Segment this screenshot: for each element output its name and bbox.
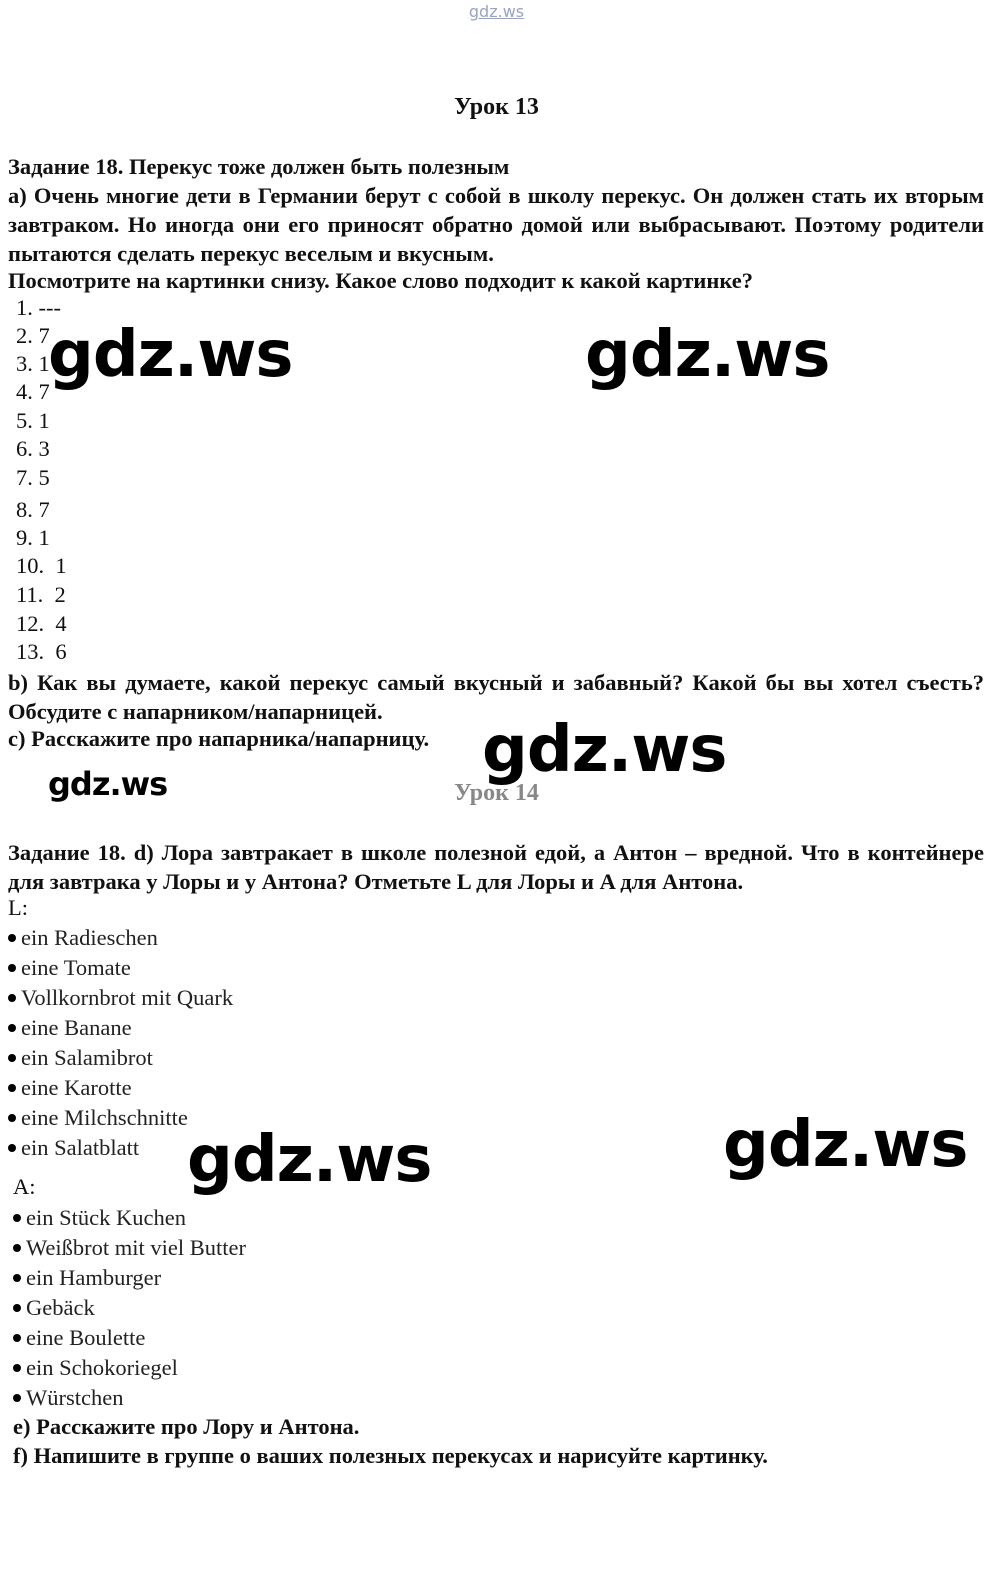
watermark: gdz.ws [48, 318, 293, 392]
answer-row: 1. --- [16, 295, 61, 320]
task-18-a-text: a) Очень многие дети в Германии берут с собой в школу перекус. Он должен стать их вторым завтраком. Но иногда они его приносят обратно домой или выбрасывают. Поэтому родители пытаются сделать перекус веселым и вкусным. [8, 183, 984, 266]
list-item: eine Tomate [8, 953, 131, 983]
task-18-a-question: Посмотрите на картинки снизу. Какое слово подходит к какой картинке? [8, 268, 753, 293]
list-item: eine Boulette [13, 1323, 145, 1353]
answer-row: 6. 3 [16, 436, 50, 461]
list-item: Vollkornbrot mit Quark [8, 983, 233, 1013]
list-item: eine Karotte [8, 1073, 132, 1103]
watermark: gdz.ws [723, 1108, 968, 1182]
answer-row: 13. 6 [16, 639, 67, 664]
watermark: gdz.ws [187, 1123, 432, 1197]
answer-row: 11. 2 [16, 582, 66, 607]
answer-row: 8. 7 [16, 497, 50, 522]
anton-label: A: [13, 1174, 36, 1199]
list-item: ein Radieschen [8, 923, 158, 953]
task-18-title: Задание 18. Перекус тоже должен быть полезным [8, 154, 510, 179]
laura-label: L: [8, 895, 28, 920]
list-item: ein Schokoriegel [13, 1353, 178, 1383]
list-item: ein Salatblatt [8, 1133, 139, 1163]
lesson-13-title: Урок 13 [454, 94, 539, 120]
list-item: eine Milchschnitte [8, 1103, 188, 1133]
lesson-14-title: Урок 14 [454, 780, 539, 806]
top-watermark: gdz.ws [468, 2, 525, 21]
task-18-f-text: f) Напишите в группе о ваших полезных перекусах и нарисуйте картинку. [13, 1443, 768, 1468]
answer-row: 5. 1 [16, 408, 50, 433]
watermark: gdz.ws [48, 765, 168, 803]
answer-row: 2. 7 [16, 323, 50, 348]
list-item: eine Banane [8, 1013, 132, 1043]
answer-row: 4. 7 [16, 379, 50, 404]
task-18-c-text: c) Расскажите про напарника/напарницу. [8, 726, 430, 751]
watermark: gdz.ws [482, 713, 727, 787]
list-item: Gebäck [13, 1293, 95, 1323]
task-18-d-text: Задание 18. d) Лора завтракает в школе полезной едой, а Антон – вредной. Что в контейнере для завтрака у Лоры и у Антона? Отметьте L для Лоры и A для Антона. [8, 840, 984, 894]
answer-row: 7. 5 [16, 465, 50, 490]
list-item: ein Hamburger [13, 1263, 161, 1293]
list-item: Weißbrot mit viel Butter [13, 1233, 246, 1263]
list-item: ein Stück Kuchen [13, 1203, 186, 1233]
answer-row: 10. 1 [16, 553, 67, 578]
answer-row: 9. 1 [16, 525, 50, 550]
answer-row: 12. 4 [16, 611, 67, 636]
task-18-e-text: e) Расскажите про Лору и Антона. [13, 1414, 360, 1439]
task-18-b-text: b) Как вы думаете, какой перекус самый вкусный и забавный? Какой бы вы хотел съесть? Обсудите с напарником/напарницей. [8, 670, 984, 724]
list-item: Würstchen [13, 1383, 123, 1413]
watermark: gdz.ws [585, 318, 830, 392]
list-item: ein Salamibrot [8, 1043, 153, 1073]
answer-row: 3. 1 [16, 351, 50, 376]
